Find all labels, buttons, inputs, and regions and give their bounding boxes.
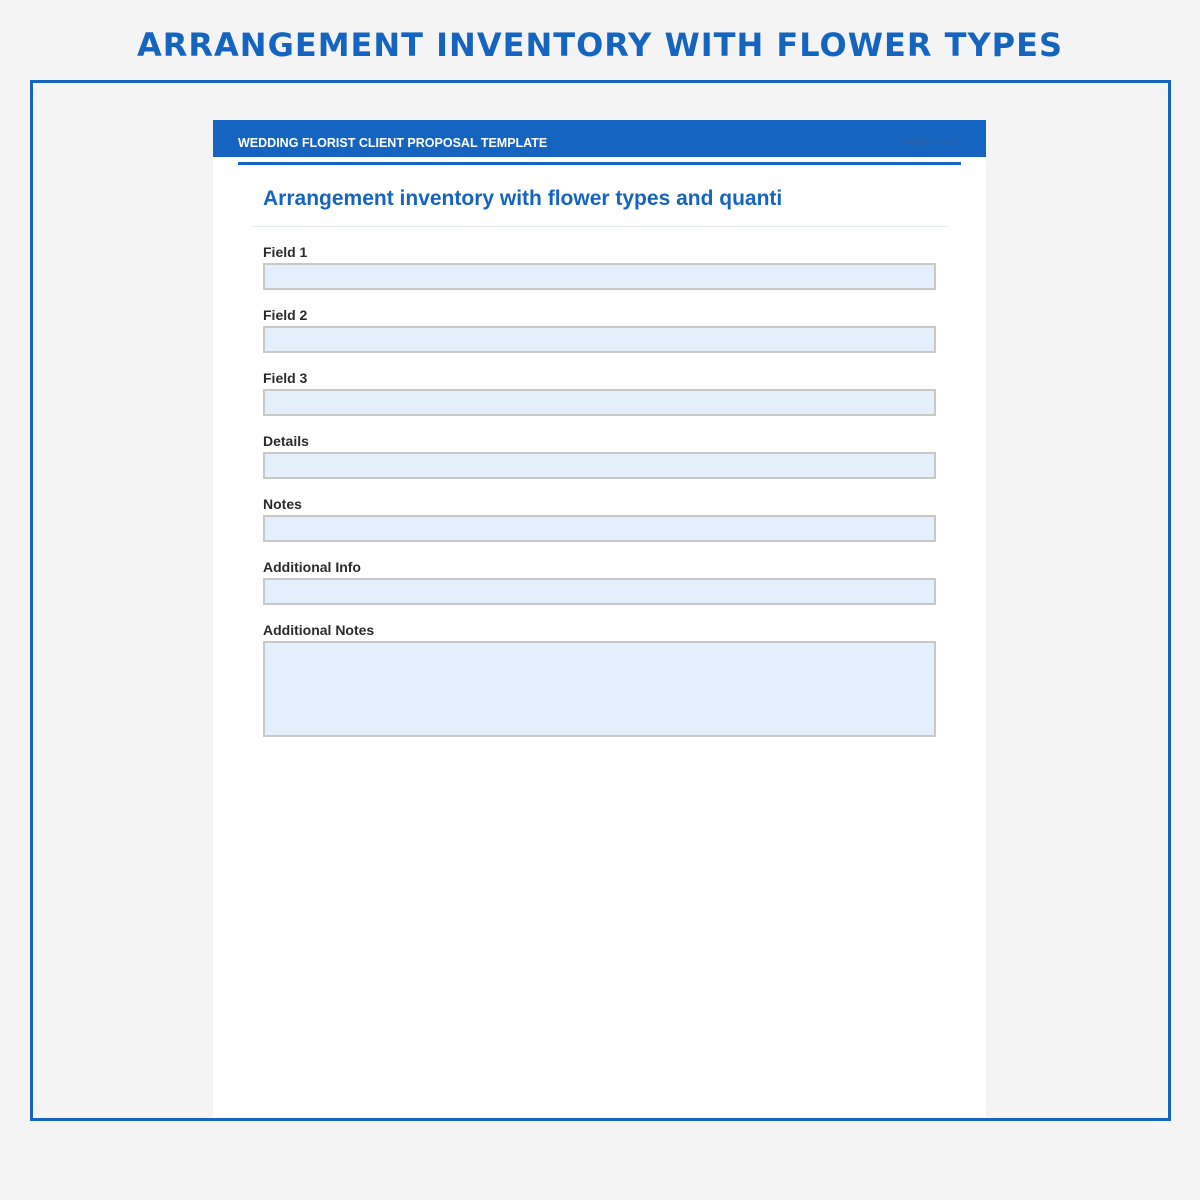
notes-field: [263, 496, 936, 542]
banner-title: ARRANGEMENT INVENTORY WITH FLOWER TYPES: [136, 26, 1064, 64]
field-3-input[interactable]: [263, 389, 936, 416]
page-indicator: Page 2 of 5: [904, 137, 961, 149]
header-divider: [238, 162, 961, 165]
field-3-label: Field 3: [263, 370, 308, 386]
additional-notes-textarea[interactable]: [263, 641, 936, 737]
additional-info-label: Additional Info: [263, 559, 361, 575]
details-label: Details: [263, 433, 309, 449]
notes-input[interactable]: [263, 515, 936, 542]
page-header: [213, 120, 986, 157]
field-2: [263, 307, 936, 353]
header-title: WEDDING FLORIST CLIENT PROPOSAL TEMPLATE: [238, 136, 548, 150]
details-field: [263, 433, 936, 479]
additional-info-field: [263, 559, 936, 605]
additional-notes-field: [263, 622, 936, 737]
field-2-input[interactable]: [263, 326, 936, 353]
additional-info-input[interactable]: [263, 578, 936, 605]
additional-notes-label: Additional Notes: [263, 622, 375, 638]
field-2-label: Field 2: [263, 307, 308, 323]
section-title: Arrangement inventory with flower types and quanti: [263, 187, 783, 210]
field-1-label: Field 1: [263, 244, 308, 260]
field-3: [263, 370, 936, 416]
details-input[interactable]: [263, 452, 936, 479]
document-frame: [30, 80, 1171, 1121]
field-1: [263, 244, 936, 290]
document-page: [213, 120, 986, 1120]
notes-label: Notes: [263, 496, 302, 512]
field-1-input[interactable]: [263, 263, 936, 290]
section-divider: [251, 226, 948, 227]
